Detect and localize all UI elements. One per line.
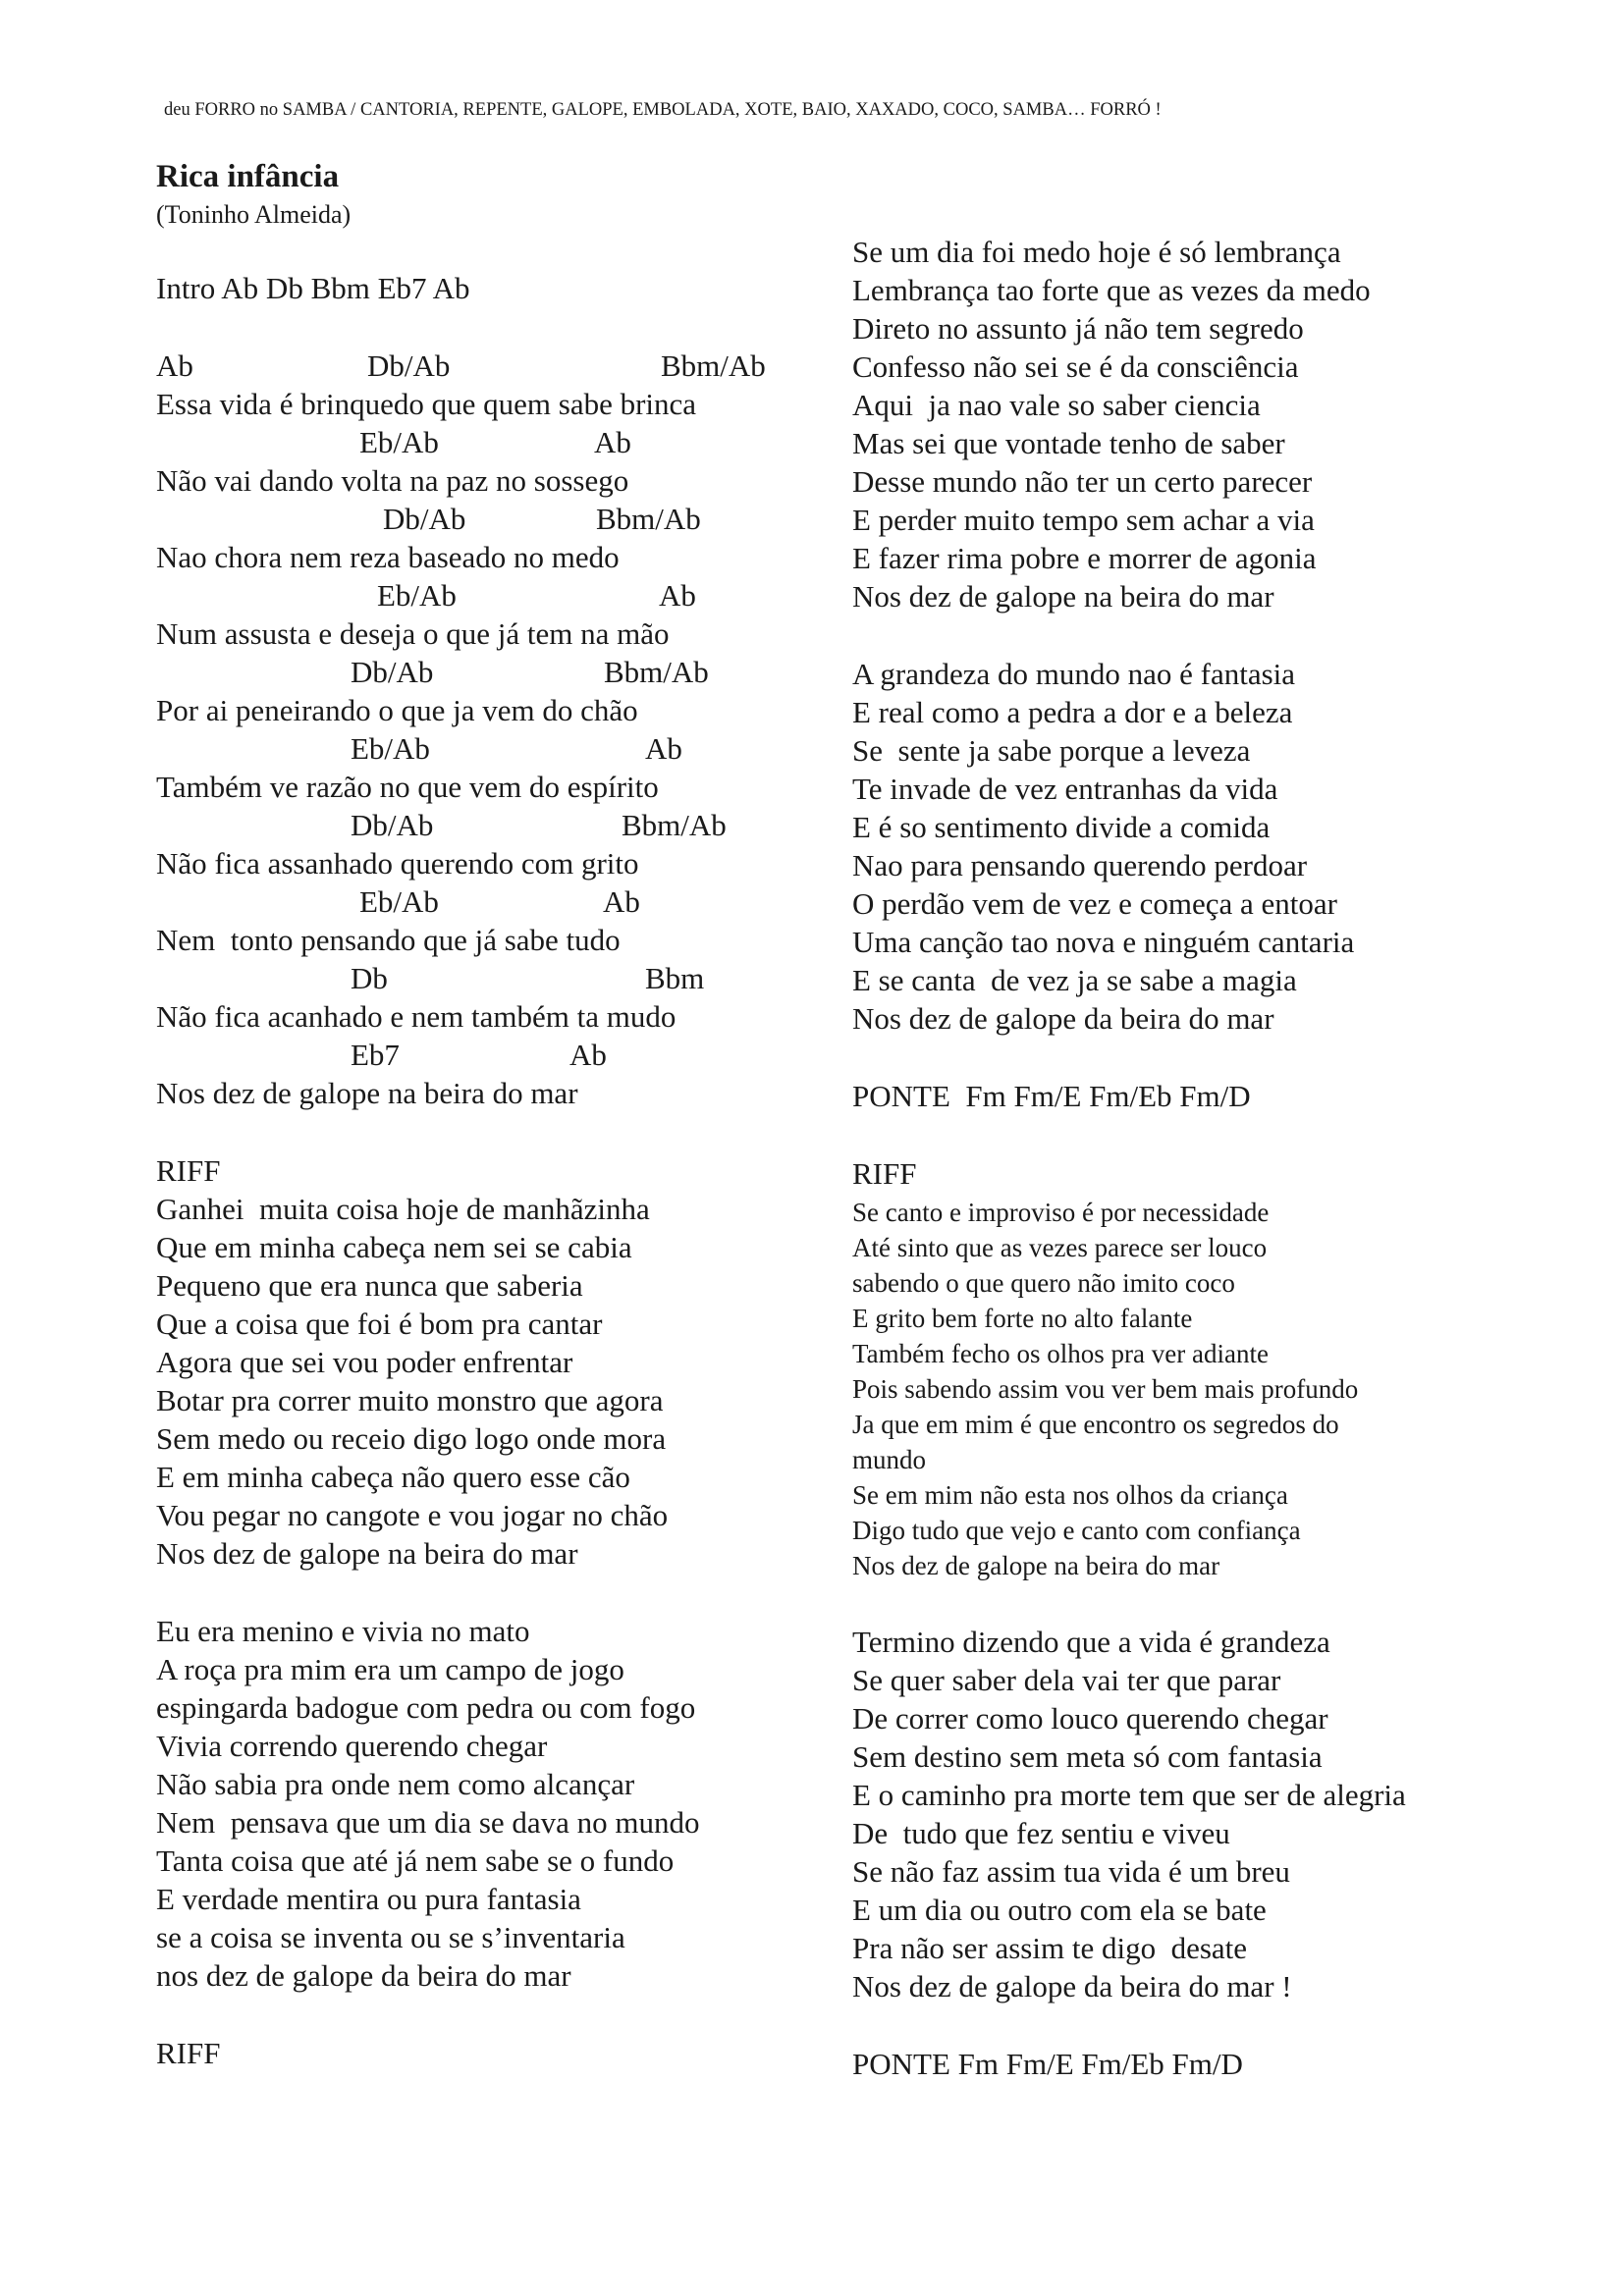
song-author: (Toninho Almeida) (156, 200, 352, 229)
lyric-line: Uma canção tao nova e ninguém cantaria (852, 925, 1355, 959)
chord: Eb/Ab (359, 425, 439, 459)
lyric-line: Mas sei que vontade tenho de saber (852, 426, 1285, 460)
section-label-riff: RIFF (156, 2036, 221, 2070)
chord: Ab (156, 348, 193, 383)
lyric-line: Essa vida é brinquedo que quem sabe brinca (156, 387, 697, 421)
lyric-line: Que a coisa que foi é bom pra cantar (156, 1307, 603, 1341)
lyric-line: mundo (852, 1445, 927, 1474)
chord: Eb/Ab (351, 731, 430, 766)
lyric-line: De tudo que fez sentiu e viveu (852, 1816, 1230, 1850)
lyric-line: E grito bem forte no alto falante (852, 1304, 1193, 1333)
chord: Bbm/Ab (622, 808, 727, 842)
lyric-line: Lembrança tao forte que as vezes da medo (852, 273, 1371, 307)
lyric-line: E fazer rima pobre e morrer de agonia (852, 541, 1317, 575)
chord: Db (351, 961, 388, 995)
lyric-line: Não fica assanhado querendo com grito (156, 846, 639, 881)
lyric-line: Ganhei muita coisa hoje de manhãzinha (156, 1192, 650, 1226)
lyric-line: A roça pra mim era um campo de jogo (156, 1652, 624, 1686)
lyric-line: Se em mim não esta nos olhos da criança (852, 1480, 1288, 1510)
lyric-line: Aqui ja nao vale so saber ciencia (852, 388, 1261, 422)
section-label-ponte: PONTE Fm Fm/E Fm/Eb Fm/D (852, 1079, 1251, 1113)
lyric-line: Nao para pensando querendo perdoar (852, 848, 1308, 882)
lyric-line: Nos dez de galope na beira do mar (852, 1551, 1220, 1580)
lyric-line: se a coisa se inventa ou se s’inventaria (156, 1920, 625, 1954)
lyric-line: Se quer saber dela vai ter que parar (852, 1663, 1281, 1697)
lyric-line: Te invade de vez entranhas da vida (852, 772, 1278, 806)
lyric-line: Termino dizendo que a vida é grandeza (852, 1625, 1330, 1659)
lyric-line: Não fica acanhado e nem também ta mudo (156, 999, 677, 1034)
lyric-line: E é so sentimento divide a comida (852, 810, 1271, 844)
chord: Db/Ab (351, 655, 434, 689)
lyric-line: O perdão vem de vez e começa a entoar (852, 886, 1338, 921)
song-title: Rica infância (156, 159, 340, 194)
lyric-line: Vivia correndo querendo chegar (156, 1729, 548, 1763)
chord: Eb/Ab (377, 578, 457, 613)
page-header: deu FORRO no SAMBA / CANTORIA, REPENTE, GALOPE, EMBOLADA, XOTE, BAIO, XAXADO, COCO, SAMBA… FORRÓ ! (164, 100, 1162, 120)
chord: Ab (659, 578, 696, 613)
lyric-line: Nos dez de galope na beira do mar (156, 1076, 578, 1110)
lyric-line: Se canto e improviso é por necessidade (852, 1198, 1270, 1227)
lyric-line: Vou pegar no cangote e vou jogar no chão (156, 1498, 669, 1532)
lyric-line: E real como a pedra a dor e a beleza (852, 695, 1293, 729)
lyric-line: Não vai dando volta na paz no sossego (156, 463, 629, 498)
lyric-line: Agora que sei vou poder enfrentar (156, 1345, 573, 1379)
lyric-line: E um dia ou outro com ela se bate (852, 1893, 1267, 1927)
chord: Ab (603, 884, 640, 919)
section-label-riff: RIFF (852, 1156, 917, 1191)
chord: Eb/Ab (359, 884, 439, 919)
lyric-line: E perder muito tempo sem achar a via (852, 503, 1315, 537)
lyric-line: Eu era menino e vivia no mato (156, 1614, 530, 1648)
lyric-line: E se canta de vez ja se sabe a magia (852, 963, 1297, 997)
chord: Bbm/Ab (596, 502, 701, 536)
lyric-line: Também ve razão no que vem do espírito (156, 770, 659, 804)
lyric-line: Nos dez de galope na beira do mar (156, 1536, 578, 1571)
chord: Eb7 (351, 1038, 400, 1072)
lyric-line: Ja que em mim é que encontro os segredos do (852, 1410, 1339, 1439)
lyric-line: Nem pensava que um dia se dava no mundo (156, 1805, 700, 1840)
intro-line: Intro Ab Db Bbm Eb7 Ab (156, 271, 470, 305)
lyric-line: Sem medo ou receio digo logo onde mora (156, 1421, 667, 1456)
lyric-line: espingarda badogue com pedra ou com fogo (156, 1690, 696, 1725)
lyric-line: Se não faz assim tua vida é um breu (852, 1854, 1290, 1889)
lyric-line: Num assusta e deseja o que já tem na mão (156, 616, 670, 651)
lyric-line: Direto no assunto já não tem segredo (852, 311, 1304, 346)
lyric-line: Nos dez de galope da beira do mar ! (852, 1969, 1292, 2003)
lyric-line: Nem tonto pensando que já sabe tudo (156, 923, 621, 957)
chord: Bbm/Ab (604, 655, 709, 689)
lyric-line: Se um dia foi medo hoje é só lembrança (852, 235, 1341, 269)
section-label-ponte: PONTE Fm Fm/E Fm/Eb Fm/D (852, 2047, 1243, 2081)
lyric-line: E em minha cabeça não quero esse cão (156, 1460, 630, 1494)
chord: Db/Ab (367, 348, 451, 383)
lyric-line: A grandeza do mundo nao é fantasia (852, 657, 1296, 691)
lyric-line: Digo tudo que vejo e canto com confiança (852, 1516, 1301, 1545)
lyric-line: Nao chora nem reza baseado no medo (156, 540, 620, 574)
lyric-line: E verdade mentira ou pura fantasia (156, 1882, 581, 1916)
lyric-line: Até sinto que as vezes parece ser louco (852, 1233, 1268, 1262)
chord: Ab (594, 425, 631, 459)
chord: Db/Ab (351, 808, 434, 842)
chord: Ab (645, 731, 682, 766)
lyric-line: De correr como louco querendo chegar (852, 1701, 1328, 1735)
lyric-line: Pois sabendo assim vou ver bem mais profundo (852, 1374, 1359, 1404)
lyric-line: Pequeno que era nunca que saberia (156, 1268, 583, 1303)
chord: Db/Ab (383, 502, 466, 536)
lyric-line: Confesso não sei se é da consciência (852, 349, 1299, 384)
lyric-line: nos dez de galope da beira do mar (156, 1958, 571, 1993)
lyric-line: Botar pra correr muito monstro que agora (156, 1383, 664, 1417)
lyric-line: Tanta coisa que até já nem sabe se o fundo (156, 1843, 675, 1878)
lyric-line: Não sabia pra onde nem como alcançar (156, 1767, 635, 1801)
chord: Bbm/Ab (661, 348, 766, 383)
lyric-line: Se sente ja sabe porque a leveza (852, 733, 1251, 768)
section-label-riff: RIFF (156, 1153, 221, 1188)
lyric-line: E o caminho pra morte tem que ser de alegria (852, 1778, 1406, 1812)
lyric-line: Por ai peneirando o que ja vem do chão (156, 693, 638, 727)
chord: Ab (569, 1038, 607, 1072)
lyric-line: sabendo o que quero não imito coco (852, 1268, 1235, 1298)
lyric-line: Nos dez de galope na beira do mar (852, 579, 1274, 614)
lyric-line: Também fecho os olhos pra ver adiante (852, 1339, 1269, 1368)
chord: Bbm (645, 961, 705, 995)
lyric-line: Desse mundo não ter un certo parecer (852, 464, 1313, 499)
lyric-line: Pra não ser assim te digo desate (852, 1931, 1248, 1965)
lyric-line: Sem destino sem meta só com fantasia (852, 1739, 1323, 1774)
lyric-line: Que em minha cabeça nem sei se cabia (156, 1230, 632, 1264)
lyric-line: Nos dez de galope da beira do mar (852, 1001, 1274, 1036)
